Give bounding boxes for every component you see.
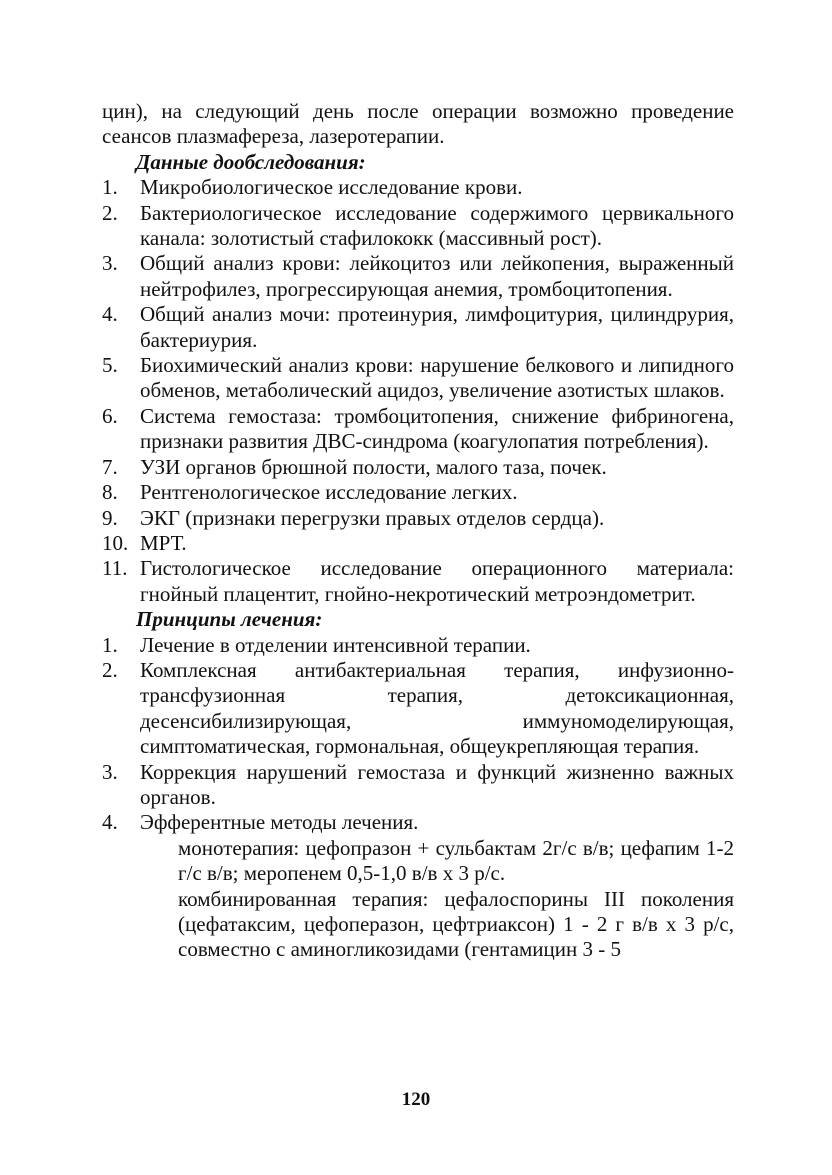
item-text: Коррекция нарушений гемостаза и функций жизненно важных органов. <box>140 759 734 809</box>
list-item <box>102 404 734 455</box>
item-number: 1. <box>102 175 118 200</box>
item-text: ЭКГ (признаки перегрузки правых отделов сердца). <box>140 505 605 530</box>
list-item <box>102 455 734 480</box>
item-text: Бактериологическое исследование содержимого цервикального канала: золотистый стафилококк (массивный рост). <box>140 200 734 251</box>
item-number: 8. <box>102 480 118 505</box>
list-item <box>102 531 734 556</box>
item-text: МРТ. <box>140 530 187 555</box>
list-item <box>102 633 734 658</box>
list-item <box>102 251 734 302</box>
item-text: Гистологическое исследование операционного материала: гнойный плацентит, гнойно-некротический метроэндометрит. <box>140 556 734 606</box>
item-number: 11. <box>102 556 128 581</box>
item-text: Комплексная антибактериальная терапия, инфузионно-трансфузионная терапия, детоксикационная, десенсибилизирующая, иммуномоделирующая, симптоматическая, гормональная, общеукрепляющая терапия. <box>140 657 734 759</box>
item-number: 3. <box>102 759 118 784</box>
list-item <box>102 302 734 353</box>
item-number: 4. <box>102 302 118 327</box>
item-text: УЗИ органов брюшной полости, малого таза, почек. <box>140 454 607 479</box>
list-item <box>102 658 734 760</box>
section-heading-additional-exams: Данные дообследования: <box>136 149 366 174</box>
item-number: 4. <box>102 810 118 835</box>
item-text: Рентгенологическое исследование легких. <box>140 480 518 505</box>
treatment-principles-list <box>102 633 734 836</box>
list-item <box>102 353 734 404</box>
therapy-subparagraph-mono: монотерапия: цефопразон + сульбактам 2г/с в/в; цефапим 1-2 г/с в/в; меропенем 0,5-1,0 в/в х 3 р/с. <box>178 835 734 886</box>
additional-exams-list <box>102 175 734 607</box>
list-item <box>102 760 734 811</box>
item-number: 5. <box>102 353 118 378</box>
page-number: 120 <box>401 1089 431 1110</box>
item-text: Общий анализ крови: лейкоцитоз или лейкопения, выраженный нейтрофилез, прогрессирующая анемия, тромбоцитопения. <box>140 251 734 301</box>
item-number: 3. <box>102 251 118 276</box>
list-item <box>102 175 734 200</box>
item-text: Общий анализ мочи: протеинурия, лимфоцитурия, цилиндрурия, бактериурия. <box>140 302 734 352</box>
item-number: 1. <box>102 632 118 657</box>
item-text: Эфферентные методы лечения. <box>140 810 419 835</box>
list-item <box>102 506 734 531</box>
intro-paragraph: цин), на следующий день после операции возможно проведение сеансов плазмафереза, лазеротерапии. <box>102 99 734 149</box>
item-number: 9. <box>102 505 118 530</box>
therapy-subparagraph-combined: комбинированная терапия: цефалоспорины III поколения (цефатаксим, цефоперазон, цефтриаксон) 1 - 2 г в/в х 3 р/с, совместно с аминогликозидами (гентамицин 3 - 5 <box>178 886 734 962</box>
item-number: 2. <box>102 657 118 682</box>
section-heading-treatment-principles: Принципы лечения: <box>136 607 323 632</box>
item-text: Микробиологическое исследование крови. <box>140 175 523 200</box>
item-text: Биохимический анализ крови: нарушение белкового и липидного обменов, метаболический ацидоз, увеличение азотистых шлаков. <box>140 353 734 403</box>
list-item <box>102 810 734 835</box>
page-content <box>102 99 734 963</box>
list-item <box>102 201 734 252</box>
item-number: 2. <box>102 200 118 225</box>
list-item <box>102 556 734 607</box>
item-number: 6. <box>102 403 118 428</box>
list-item <box>102 480 734 505</box>
item-number: 10. <box>102 530 129 555</box>
item-text: Система гемостаза: тромбоцитопения, снижение фибриногена, признаки развития ДВС-синдрома (коагулопатия потребления). <box>140 403 734 454</box>
item-text: Лечение в отделении интенсивной терапии. <box>140 632 531 657</box>
item-number: 7. <box>102 454 118 479</box>
